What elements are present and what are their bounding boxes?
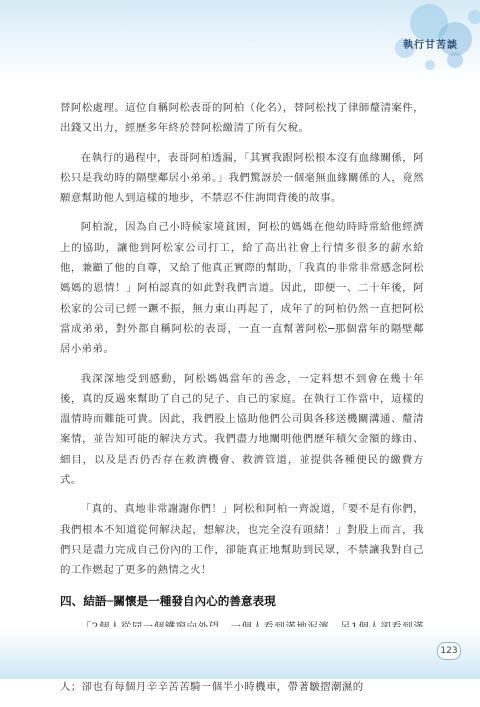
paragraph: 在執行的過程中，表哥阿柏透漏，「其實我跟阿松根本沒有血緣關係，阿松只是我幼時的隔壁鄰居小弟弟。」我們驚訝於一個毫無血緣關係的人，竟然願意幫助他人到這樣的地步，不禁忍不住詢問背後的故事。	[60, 151, 424, 205]
header-band	[0, 0, 480, 82]
paragraph: 我深深地受到感動，阿松媽媽當年的善念，一定料想不到會在幾十年後，真的反過來幫助了自己的兒子、自己的家庭。在執行工作當中，這樣的溫情時而難能可貴。因此，我們股上協助他們公司與各移送機關溝通、釐清案情，並告知可能的解決方式。我們盡力地闡明他們歷年積欠金額的緣由、細目，以及是否仍否存在救濟機會、救濟管道，並提供各種便民的繳費方式。	[60, 372, 424, 487]
section-heading: 四、結語─關懷是一種發自內心的善意表現	[60, 593, 276, 608]
chapter-title: 執行甘苦談	[403, 40, 458, 51]
footer-band	[0, 627, 480, 679]
decorative-bubble	[447, 52, 463, 68]
paragraph-continued: 替阿松處理。這位自稱阿松表哥的阿柏（化名），替阿松找了律師釐清案件，出錢又出力，經歷多年終於替阿松繳清了所有欠稅。	[60, 102, 424, 135]
article-body	[60, 98, 424, 707]
paragraph: 「真的、真地非常謝謝你們！」阿松和阿柏一齊說道，「要不是有你們，我們根本不知道從何解決起，想解決，也完全沒有頭緒！」對股上而言，我們只是盡力完成自己份內的工作，卻能真正地幫助到民眾，不禁讓我對自己的工作燃起了更多的熱情之火！	[60, 503, 424, 577]
paragraph: 阿柏說，因為自己小時候家境貧困，阿松的媽媽在他幼時時常給他經濟上的協助，讓他到阿松家公司打工，給了高出社會上行情多很多的薪水給他，兼顧了他的自尊，又給了他真正實際的幫助，「我真的非常非常感念阿松媽媽的恩情！」阿柏認真的如此對我們言道。因此，即便一、二十年後，阿松家的公司已經一蹶不振，無力東山再起了，成年了的阿柏仍然一直把阿松當成弟弟，對外都自稱阿松的表哥，一直一直幫著阿松─那個當年的隔壁鄰居小弟弟。	[60, 221, 424, 356]
page-number: 123	[437, 642, 461, 660]
decorative-bubble	[468, 10, 480, 24]
paragraph: 人；卻也有每個月辛辛苦苦騎一個半小時機車，帶著皺摺潮濕的	[60, 681, 364, 694]
decorative-bubble	[425, 60, 435, 70]
